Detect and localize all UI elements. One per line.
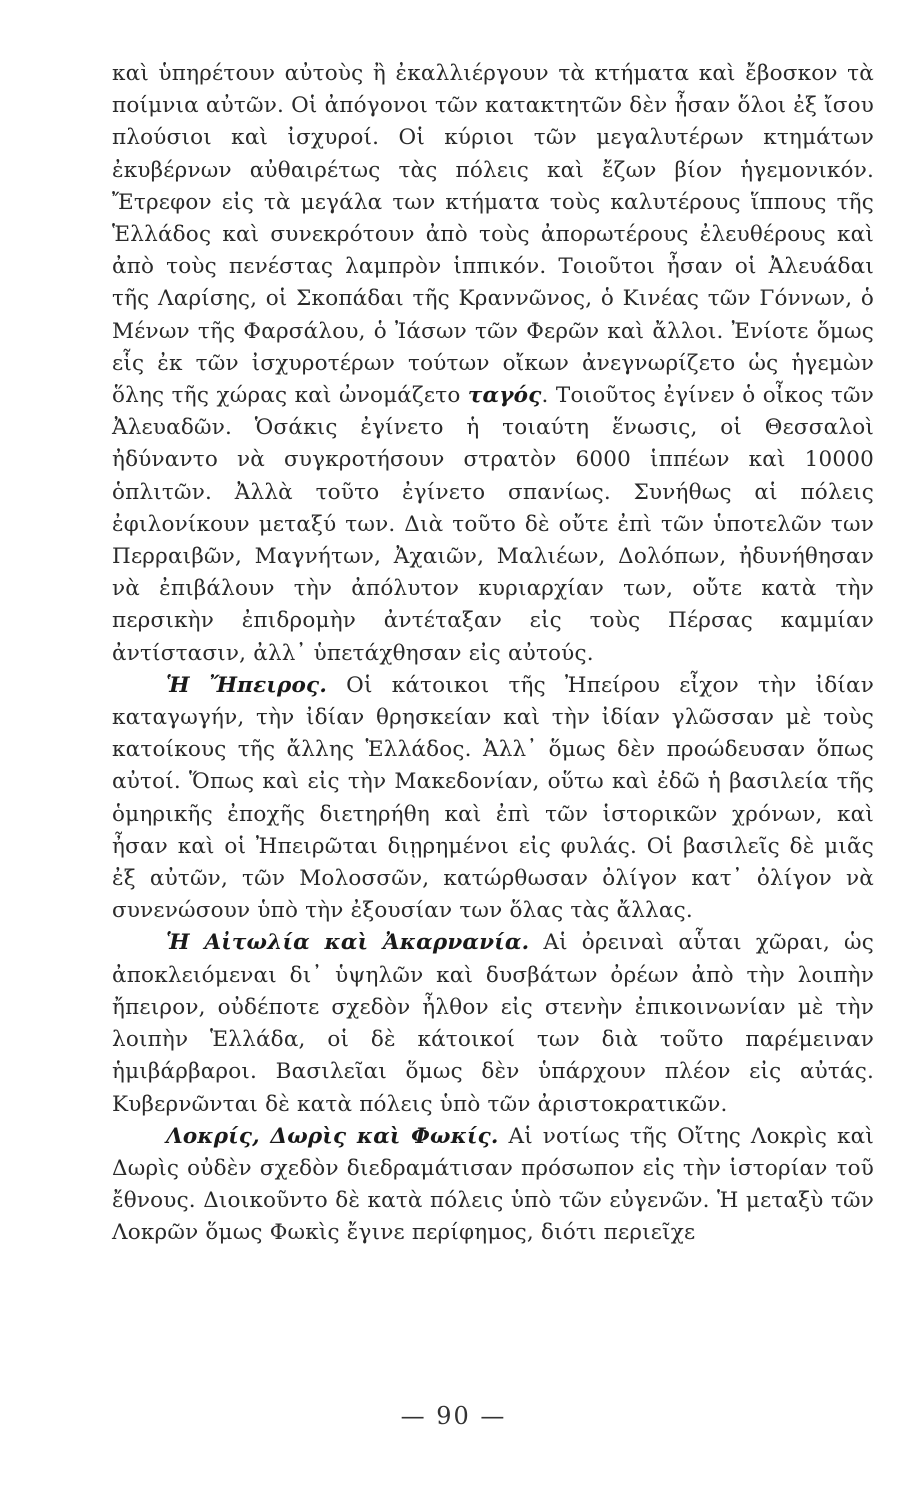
intro-paragraph bbox=[112, 58, 874, 670]
section-text-aetolia: Αἱ ὀρειναὶ αὗται χῶραι, ὡς ἀποκλειόμεναι δι᾿ ὑψηλῶν καὶ δυσβάτων ὀρέων ἀπὸ τὴν λοιπὴν ἤπειρον, οὐδέποτε σχεδὸν ἦλθον εἰς στενὴν ἐπικοινωνίαν μὲ τὴν λοιπὴν Ἑλλάδα, οἱ δὲ κάτοικοί των διὰ τοῦτο παρέμειναν ἡμιβάρβαροι. Βασιλεῖαι ὅμως δὲν ὑπάρχουν πλέον εἰς αὐτάς. Κυβερνῶνται δὲ κατὰ πόλεις ὑπὸ τῶν ἀριστοκρατικῶν. bbox=[112, 930, 875, 1117]
section-heading-locris: Λοκρίς, Δωρὶς καὶ Φωκίς. bbox=[166, 1123, 499, 1149]
intro-text: καὶ ὑπηρέτουν αὐτοὺς ἢ ἐκαλλιέργουν τὰ κτήματα καὶ ἔβοσκον τὰ ποίμνια αὐτῶν. Οἱ ἀπόγονοι τῶν κατακτητῶν δὲν ἦσαν ὅλοι ἐξ ἴσου πλούσιοι καὶ ἰσχυροί. Οἱ κύριοι τῶν μεγαλυτέρων κτημάτων ἐκυβέρνων αὐθαιρέτως τὰς πόλεις καὶ ἔζων βίον ἡγεμονικόν. Ἔτρεφον εἰς τὰ μεγάλα των κτήματα τοὺς καλυτέρους ἵππους τῆς Ἑλλάδος καὶ συνεκρότουν ἀπὸ τοὺς ἀπορωτέρους ἐλευθέρους καὶ ἀπὸ τοὺς πενέστας λαμπρὸν ἱππικόν. Τοιοῦτοι ἦσαν οἱ Ἀλευάδαι τῆς Λαρίσης, οἱ Σκοπάδαι τῆς Κραννῶνος, ὁ Κινέας τῶν Γόννων, ὁ Μένων τῆς Φαρσάλου, ὁ Ἰάσων τῶν Φερῶν καὶ ἄλλοι. Ἐνίοτε ὅμως εἷς ἐκ τῶν ἰσχυροτέρων τούτων οἴκων ἀνεγνωρίζετο ὡς ἡγεμὼν ὅλης τῆς χώρας καὶ ὠνομάζετο bbox=[112, 61, 874, 409]
page-number: — 90 — bbox=[400, 1402, 507, 1430]
section-locris bbox=[112, 1121, 874, 1250]
section-aetolia bbox=[112, 927, 874, 1120]
section-heading-aetolia: Ἡ Αἰτωλία καὶ Ἀκαρνανία. bbox=[166, 930, 530, 956]
section-text-locris: Αἱ νοτίως τῆς Οἴτης Λοκρὶς καὶ Δωρὶς οὐδὲν σχεδὸν διεδραμάτισαν πρόσωπον εἰς τὴν ἱστορίαν τοῦ ἔθνους. Διοικοῦντο δὲ κατὰ πόλεις ὑπὸ τῶν εὐγενῶν. Ἡ μεταξὺ τῶν Λοκρῶν ὅμως Φωκὶς ἔγινε περίφημος, διότι περιεῖχε bbox=[112, 1123, 874, 1246]
intro-text-rest: . Τοιοῦτος ἐγίνεν ὁ οἶκος τῶν Ἀλευαδῶν. Ὁσάκις ἐγίνετο ἡ τοιαύτη ἕνωσις, οἱ Θεσσαλοὶ ἠδύναντο νὰ συγκροτήσουν στρατὸν 6000 ἱππέων καὶ 10000 ὁπλιτῶν. Ἀλλὰ τοῦτο ἐγίνετο σπανίως. Συνήθως αἱ πόλεις ἐφιλονίκουν μεταξύ των. Διὰ τοῦτο δὲ οὔτε ἐπὶ τῶν ὑποτελῶν των Περραιβῶν, Μαγνήτων, Ἀχαιῶν, Μαλιέων, Δολόπων, ἠδυνήθησαν νὰ ἐπιβάλουν τὴν ἀπόλυτον κυριαρχίαν των, οὔτε κατὰ τὴν περσικὴν ἐπιδρομὴν ἀντέταξαν εἰς τοὺς Πέρσας καμμίαν ἀντίστασιν, ἀλλ᾿ ὑπετάχθησαν εἰς αὐτούς. bbox=[112, 383, 874, 666]
page-body bbox=[112, 58, 874, 1250]
section-heading-epirus: Ἡ Ἤπειρος. bbox=[166, 672, 328, 698]
section-text-epirus: Οἱ κάτοικοι τῆς Ἠπείρου εἶχον τὴν ἰδίαν καταγωγήν, τὴν ἰδίαν θρησκείαν καὶ τὴν ἰδίαν γλῶσσαν μὲ τοὺς κατοίκους τῆς ἄλλης Ἑλλάδος. Ἀλλ᾿ ὅμως δὲν προώδευσαν ὅπως αὐτοί. Ὅπως καὶ εἰς τὴν Μακεδονίαν, οὕτω καὶ ἐδῶ ἡ βασιλεία τῆς ὁμηρικῆς ἐποχῆς διετηρήθη καὶ ἐπὶ τῶν ἱστορικῶν χρόνων, καὶ ἦσαν καὶ οἱ Ἠπειρῶται διῃρημένοι εἰς φυλάς. Οἱ βασιλεῖς δὲ μιᾶς ἐξ αὐτῶν, τῶν Μολοσσῶν, κατώρθωσαν ὀλίγον κατ᾿ ὀλίγον νὰ συνενώσουν ὑπὸ τὴν ἐξουσίαν των ὅλας τὰς ἄλλας. bbox=[112, 672, 874, 924]
section-epirus bbox=[112, 670, 874, 928]
term-tagos: ταγός bbox=[467, 383, 542, 409]
